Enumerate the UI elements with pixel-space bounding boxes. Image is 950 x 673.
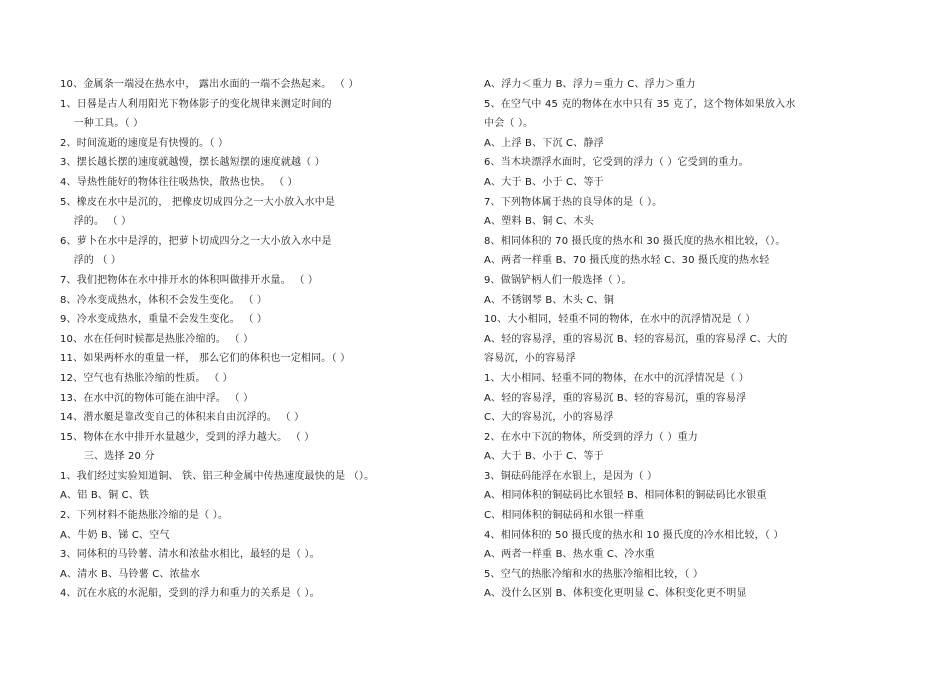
- text-line: 2、时间流逝的速度是有快慢的。（ ）: [60, 137, 229, 149]
- text-line: 7、我们把物体在水中排开水的体积叫做排开水量。 （ ）: [60, 274, 319, 286]
- text-line: 4、相同体积的 50 摄氏度的热水和 10 摄氏度的冷水相比较，（ ）: [484, 529, 784, 541]
- text-line: 12、空气也有热胀冷缩的性质。 （ ）: [60, 372, 233, 384]
- text-line: 浮的。 （ ）: [60, 216, 132, 228]
- text-line: 9、做锅铲柄人们一般选择（ ）。: [484, 274, 632, 286]
- text-line: A、相同体积的铜砝码比水银轻 B、相同体积的铜砝码比水银重: [484, 490, 767, 502]
- text-line: A、不锈钢琴 B、木头 C、铜: [484, 294, 615, 306]
- text-line: 15、物体在水中排开水量越少，受到的浮力越大。 （ ）: [60, 431, 315, 443]
- text-line: A、上浮 B、下沉 C、静浮: [484, 137, 604, 149]
- text-line: 4、沉在水底的水泥船，受到的浮力和重力的关系是（ ）。: [60, 588, 320, 600]
- text-line: 6、萝卜在水中是浮的，把萝卜切成四分之一大小放入水中是: [60, 235, 332, 247]
- right-column: [484, 75, 904, 604]
- text-line: A、大于 B、小于 C、等于: [484, 451, 604, 463]
- text-line: 3、摆长越长摆的速度就越慢，摆长越短摆的速度就越（ ）: [60, 157, 325, 169]
- text-line: 10、大小相同，轻重不同的物体，在水中的沉浮情况是（ ）: [484, 314, 756, 326]
- text-line: A、铝 B、铜 C、铁: [60, 490, 150, 502]
- text-line: 1、我们经过实验知道铜、 铁、铝三种金属中传热速度最快的是 （）。: [60, 470, 375, 482]
- text-line: 中会（ ）。: [484, 118, 534, 130]
- text-line: A、没什么区别 B、体积变化更明显 C、体积变化更不明显: [484, 588, 747, 600]
- text-line: 8、冷水变成热水，体积不会发生变化。 （ ）: [60, 294, 268, 306]
- text-line: 一种工具。（ ）: [60, 118, 144, 130]
- text-line: 容易沉，小的容易浮: [484, 353, 576, 365]
- text-line: 7、下列物体属于热的良导体的是（ ）。: [484, 196, 663, 208]
- text-line: 2、下列材料不能热胀冷缩的是（ ）。: [60, 510, 229, 522]
- text-line: 三、选择 20 分: [60, 451, 155, 463]
- text-line: 10、金属条一端浸在热水中， 露出水面的一端不会热起来。 （ ）: [60, 79, 359, 90]
- text-line: 9、冷水变成热水，重量不会发生变化。 （ ）: [60, 314, 268, 326]
- text-line: 1、大小相同、轻重不同的物体，在水中的沉浮情况是（ ）: [484, 372, 749, 384]
- text-line: 5、橡皮在水中是沉的， 把橡皮切成四分之一大小放入水中是: [60, 196, 336, 208]
- text-line: C、大的容易沉，小的容易浮: [484, 412, 614, 424]
- text-line: 5、在空气中 45 克的物体在水中只有 35 克了，这个物体如果放入水: [484, 98, 796, 110]
- text-line: C、相同体积的铜砝码和水银一样重: [484, 510, 645, 522]
- text-line: 1、日晷是古人利用阳光下物体影子的变化规律来测定时间的: [60, 98, 332, 110]
- text-line: 3、同体积的马铃薯、清水和浓盐水相比，最轻的是（ ）。: [60, 549, 320, 561]
- text-line: 浮的 （ ）: [60, 255, 122, 267]
- text-line: 8、相同体积的 70 摄氏度的热水和 30 摄氏度的热水相比较，（）。: [484, 235, 786, 247]
- text-line: A、两者一样重 B、热水重 C、冷水重: [484, 549, 655, 561]
- text-line: A、两者一样重 B、70 摄氏度的热水轻 C、30 摄氏度的热水轻: [484, 255, 770, 267]
- text-line: 10、水在任何时候都是热胀冷缩的。 （ ）: [60, 333, 254, 345]
- text-line: 2、在水中下沉的物体，所受到的浮力（ ）重力: [484, 431, 698, 443]
- text-line: A、轻的容易浮，重的容易沉 B、轻的容易沉，重的容易浮 C、大的: [484, 333, 788, 345]
- text-line: A、大于 B、小于 C、等于: [484, 176, 604, 188]
- text-line: 4、导热性能好的物体往往吸热快，散热也快。 （ ）: [60, 176, 298, 188]
- text-line: A、浮力＜重力 B、浮力＝重力 C、浮力＞重力: [484, 79, 696, 90]
- text-line: 6、当木块漂浮水面时，它受到的浮力（ ）它受到的重力。: [484, 157, 749, 169]
- text-line: 5、空气的热胀冷缩和水的热胀冷缩相比较，（ ）: [484, 568, 704, 580]
- text-line: A、牛奶 B、锑 C、空气: [60, 529, 170, 541]
- text-line: A、清水 B、马铃薯 C、浓盐水: [60, 568, 201, 580]
- text-line: A、轻的容易浮，重的容易沉 B、轻的容易沉，重的容易浮: [484, 392, 747, 404]
- text-line: A、塑料 B、铜 C、木头: [484, 216, 594, 228]
- text-line: 3、铜砝码能浮在水银上，是因为（ ）: [484, 470, 658, 482]
- left-column: [60, 75, 470, 604]
- text-line: 14、潜水艇是靠改变自己的体积来自由沉浮的。 （ ）: [60, 412, 305, 424]
- text-line: 13、在水中沉的物体可能在油中浮。 （ ）: [60, 392, 254, 404]
- text-line: 11、如果两杯水的重量一样， 那么它们的体积也一定相同。（ ）: [60, 353, 351, 365]
